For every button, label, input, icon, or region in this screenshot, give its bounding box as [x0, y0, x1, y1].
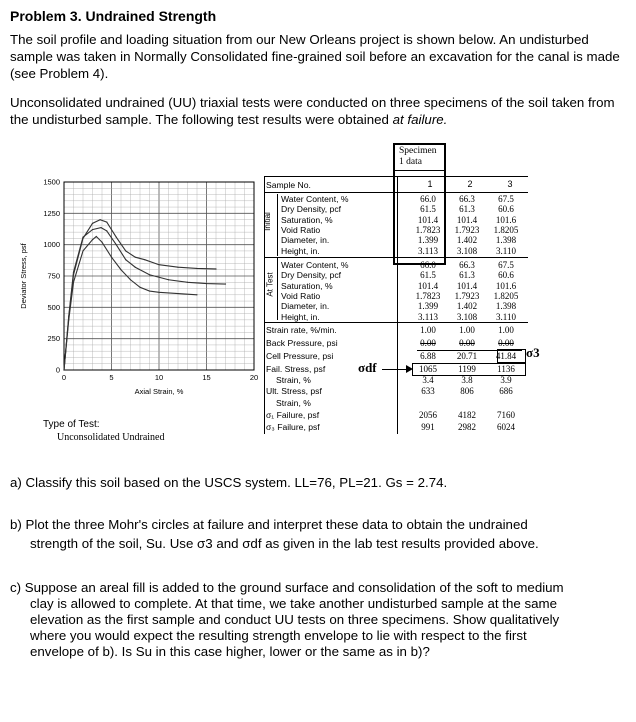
series-2-point — [100, 219, 101, 220]
y-tick-label: 500 — [47, 302, 60, 312]
y-tick-label: 1500 — [43, 177, 60, 187]
result-cell: 1136 — [497, 364, 515, 374]
x-axis-label: Axial Strain, % — [134, 387, 184, 396]
result-cell: 0.00 — [498, 338, 514, 348]
result-row-label: Back Pressure, psi — [266, 338, 338, 348]
result-row-label: Strain, % — [276, 375, 311, 385]
result-cell: 41.84 — [495, 351, 517, 361]
result-cell: 2056 — [419, 410, 437, 420]
sigma-df-label: σdf — [358, 360, 377, 375]
initial-cell: 3.110 — [496, 245, 516, 256]
initial-cell: 66.3 — [459, 194, 475, 204]
results-table — [262, 146, 540, 440]
initial-cell: 101.4 — [417, 214, 439, 225]
series-2-point — [144, 259, 145, 260]
attest-cell: 60.6 — [498, 270, 514, 281]
result-cell: 806 — [460, 386, 474, 396]
result-row-label: Cell Pressure, psi — [266, 351, 334, 361]
series-1-point — [96, 236, 97, 237]
result-cell: 686 — [499, 386, 513, 396]
initial-row-label: Height, in. — [281, 245, 320, 256]
result-cell: 1.00 — [459, 325, 475, 335]
attest-row-label: Height, in. — [281, 311, 320, 322]
question-c-line5: envelope of b). Is Su in this case higher, lower or the same as in b)? — [30, 644, 430, 659]
series-3-point — [68, 316, 69, 317]
initial-cell: 3.113 — [418, 245, 438, 256]
problem-title: Problem 3. Undrained Strength — [10, 8, 217, 24]
header-divider — [264, 192, 528, 193]
attest-cell: 61.3 — [459, 270, 475, 281]
result-cell: 633 — [421, 386, 435, 396]
series-1-point — [196, 294, 197, 295]
attest-cell: 1.399 — [417, 301, 439, 312]
specimen-note-line1: Specimen — [399, 146, 437, 156]
series-3-point — [225, 283, 226, 284]
sample-no-label: Sample No. — [266, 180, 311, 190]
initial-row-label: Dry Density, pcf — [281, 204, 342, 215]
series-1-point — [149, 290, 150, 291]
result-cell: 4182 — [458, 410, 476, 420]
series-1-point — [139, 287, 140, 288]
y-tick-label: 250 — [47, 334, 60, 344]
attest-cell: 1.8205 — [493, 290, 519, 301]
initial-row-label: Saturation, % — [281, 214, 333, 225]
initial-cell: 60.6 — [498, 204, 514, 215]
question-a: a) Classify this soil based on the USCS system. LL=76, PL=21. Gs = 2.74. — [10, 475, 448, 490]
initial-divider — [264, 257, 528, 258]
question-b-line2: strength of the soil, Su. Use σ3 and σdf as given in the lab test results provided above. — [30, 536, 539, 551]
series-2-point — [125, 250, 126, 251]
initial-cell: 101.6 — [495, 214, 517, 225]
attest-cell: 67.5 — [498, 260, 514, 270]
sigma3-value-box — [497, 349, 526, 363]
intro-paragraph-2-emph: at failure. — [392, 112, 448, 127]
result-cell: 3.8 — [461, 375, 473, 385]
initial-row-label: Diameter, in. — [281, 235, 330, 246]
series-3-point — [63, 369, 64, 370]
series-1-point — [92, 239, 93, 240]
result-cell: 6.88 — [420, 351, 436, 361]
x-tick-label: 0 — [61, 373, 67, 382]
y-tick-label: 1000 — [43, 240, 60, 250]
series-3-point — [187, 282, 188, 283]
series-1-point — [158, 292, 159, 293]
attest-row-label: Water Content, % — [281, 260, 349, 270]
fail-stress-box — [412, 363, 526, 376]
initial-cell: 1.8205 — [493, 224, 519, 235]
y-tick-label: 1250 — [43, 208, 60, 218]
result-cell: 0.00 — [459, 338, 475, 348]
series-1-point — [120, 269, 121, 270]
at-test-tag: At Test — [265, 272, 275, 297]
y-tick-label: 750 — [47, 271, 60, 281]
result-cell: 3.4 — [422, 375, 434, 385]
initial-tag: Initial — [262, 212, 272, 231]
attest-cell: 101.4 — [456, 280, 478, 291]
series-2-point — [196, 268, 197, 269]
attest-cell: 61.5 — [420, 270, 436, 281]
x-tick-label: 10 — [154, 373, 164, 382]
intro-paragraph-2 — [10, 94, 626, 128]
sigma-df-arrow-head — [406, 365, 413, 373]
attest-cell: 1.398 — [495, 301, 517, 312]
specimen-note-divider — [393, 170, 446, 171]
attest-row-label: Diameter, in. — [281, 301, 330, 312]
result-row-label: Ult. Stress, psf — [266, 386, 322, 396]
series-2-point — [116, 237, 117, 238]
attest-cell: 101.6 — [495, 280, 517, 291]
series-3-point — [168, 279, 169, 280]
question-c-line2: clay is allowed to complete. At that time, we take another undisturbed sample at the same — [30, 596, 557, 611]
series-3-point — [100, 227, 101, 228]
attest-cell: 66.0 — [420, 260, 436, 270]
result-cell: 20.71 — [456, 351, 478, 361]
sample-col-header: 1 — [427, 179, 433, 189]
initial-cell: 1.7823 — [415, 224, 441, 235]
attest-cell: 1.402 — [456, 301, 478, 312]
test-type-label: Type of Test: — [43, 419, 100, 430]
intro-paragraph-1: The soil profile and loading situation from our New Orleans project is shown below. An undisturbed sample was taken in Normally Consolidated fine-grained soil before an excavation for the canal is made (see Problem 4). — [10, 32, 620, 81]
series-line-3 — [64, 228, 226, 370]
series-3-point — [125, 259, 126, 260]
series-2-point — [177, 267, 178, 268]
attest-cell: 3.110 — [496, 311, 516, 322]
initial-cell: 1.399 — [417, 235, 439, 246]
series-3-point — [149, 274, 150, 275]
result-cell: 2982 — [458, 422, 476, 432]
initial-cell: 61.3 — [459, 204, 475, 215]
sigma-df-arrow-shaft — [382, 369, 408, 370]
series-1-point — [130, 279, 131, 280]
initial-row-label: Void Ratio — [281, 224, 321, 235]
initial-tag-divider — [277, 194, 278, 256]
series-3-point — [116, 244, 117, 245]
result-cell: 1.00 — [498, 325, 514, 335]
series-3-point — [206, 283, 207, 284]
result-cell: 1199 — [458, 364, 476, 374]
initial-cell: 67.5 — [498, 194, 514, 204]
sample-col-header: 2 — [467, 179, 473, 189]
stress-strain-chart — [14, 172, 264, 442]
series-3-point — [135, 267, 136, 268]
series-3-point — [92, 229, 93, 230]
result-cell: 1.00 — [420, 325, 436, 335]
result-row-label: Strain, % — [276, 398, 311, 408]
y-axis-label: Deviator Stress, psf — [19, 243, 28, 309]
intro-paragraph-2-text: Unconsolidated undrained (UU) triaxial tests were conducted on three specimens of the soil taken from the undisturbed sample. The following test results were obtained — [10, 95, 615, 127]
series-1-point — [177, 293, 178, 294]
series-2-point — [215, 268, 216, 269]
attest-divider — [264, 322, 528, 323]
test-type-value: Unconsolidated Undrained — [57, 432, 165, 443]
attest-cell: 101.4 — [417, 280, 439, 291]
series-1-point — [101, 242, 102, 243]
attest-cell: 66.3 — [459, 260, 475, 270]
attest-row-label: Void Ratio — [281, 290, 321, 301]
specimen-note-line2: 1 data — [399, 157, 422, 167]
series-2-point — [106, 222, 107, 223]
series-3-point — [82, 237, 83, 238]
series-2-point — [158, 264, 159, 265]
initial-cell: 1.7923 — [454, 224, 480, 235]
question-b-line1: b) Plot the three Mohr's circles at failure and interpret these data to obtain the undrained — [10, 517, 528, 532]
result-cell: 991 — [421, 422, 435, 432]
attest-cell: 1.7823 — [415, 290, 441, 301]
result-cell: 7160 — [497, 410, 515, 420]
initial-row-label: Water Content, % — [281, 194, 349, 204]
result-cell: 1065 — [419, 364, 437, 374]
initial-cell: 61.5 — [420, 204, 436, 215]
question-c-line1: c) Suppose an areal fill is added to the ground surface and consolidation of the soft to medium — [10, 580, 564, 595]
result-row-label: σ₃ Failure, psf — [266, 422, 320, 432]
x-tick-label: 5 — [109, 373, 114, 382]
attest-cell: 3.113 — [418, 311, 438, 322]
series-1-point — [111, 257, 112, 258]
result-row-label: Fail. Stress, psf — [266, 364, 326, 374]
attest-row-label: Saturation, % — [281, 280, 333, 291]
sigma3-label: σ3 — [526, 345, 540, 360]
initial-cell: 66.0 — [420, 194, 436, 204]
x-tick-label: 15 — [202, 373, 211, 382]
initial-cell: 1.402 — [456, 235, 478, 246]
series-3-point — [106, 230, 107, 231]
attest-cell: 3.108 — [456, 311, 478, 322]
question-c-line4: where you would expect the resulting strength envelope to lie with respect to the first — [30, 628, 527, 643]
initial-cell: 3.108 — [456, 245, 478, 256]
result-cell: 6024 — [497, 422, 515, 432]
attest-row-label: Dry Density, pcf — [281, 270, 342, 281]
series-2-point — [92, 223, 93, 224]
series-3-point — [73, 272, 74, 273]
initial-cell: 101.4 — [456, 214, 478, 225]
x-tick-label: 20 — [249, 373, 259, 382]
result-row-label: Strain rate, %/min. — [266, 325, 337, 335]
attest-tag-divider — [277, 258, 278, 320]
initial-cell: 1.398 — [495, 235, 517, 246]
series-2-point — [135, 257, 136, 258]
series-1-point — [82, 250, 83, 251]
result-cell: 0.00 — [420, 338, 436, 348]
result-cell: 3.9 — [500, 375, 512, 385]
attest-cell: 1.7923 — [454, 290, 480, 301]
y-tick-label: 0 — [55, 365, 60, 375]
question-c-line3: elevation as the first sample and conduct UU tests on three specimens. Show qualitatively — [30, 612, 560, 627]
sample-col-header: 3 — [507, 179, 513, 189]
result-row-label: σ₁ Failure, psf — [266, 410, 320, 420]
